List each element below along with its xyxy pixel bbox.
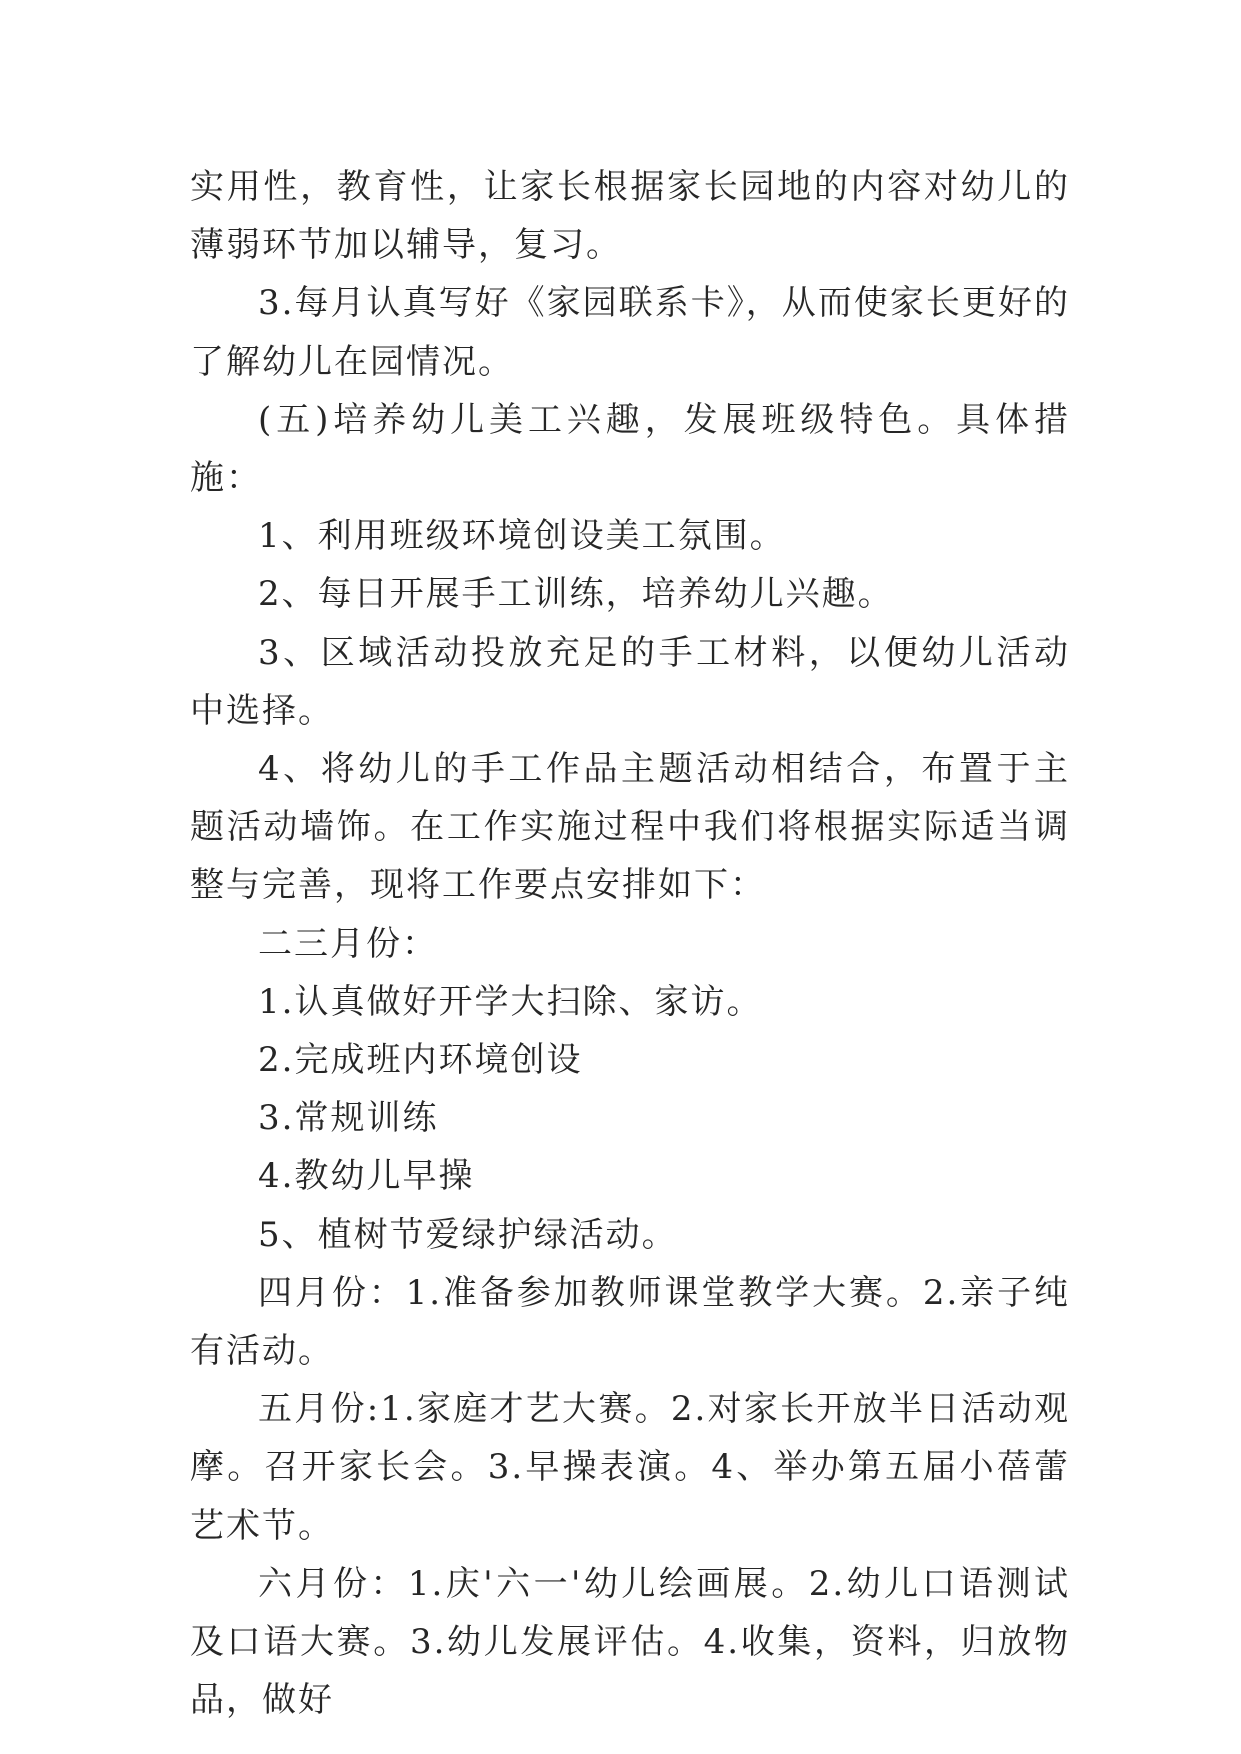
month-plan-may: 五月份:1.家庭才艺大赛。2.对家长开放半日活动观摩。召开家长会。3.早操表演。4、举办第五届小蓓蕾艺术节。: [190, 1389, 1070, 1546]
month-plan-april: 四月份：1.准备参加教师课堂教学大赛。2.亲子纯有活动。: [190, 1272, 1070, 1372]
month-plan-june: 六月份：1.庆'六一'幼儿绘画展。2.幼儿口语测试及口语大赛。3.幼儿发展评估。4.收集，资料，归放物品，做好: [190, 1563, 1070, 1721]
document-body: [190, 158, 1070, 1729]
plan-item-4: 4.教幼儿早操: [258, 1156, 475, 1197]
measure-item-3: 3、区域活动投放充足的手工材料，以便幼儿活动中选择。: [190, 632, 1070, 731]
section-heading-5: (五)培养幼儿美工兴趣，发展班级特色。具体措施：: [190, 399, 1070, 499]
month-heading-feb-mar: 二三月份：: [258, 923, 438, 964]
measure-item-1: 1、利用班级环境创设美工氛围。: [258, 516, 786, 557]
measure-item-2: 2、每日开展手工训练，培养幼儿兴趣。: [258, 574, 894, 615]
plan-item-1: 1.认真做好开学大扫除、家访。: [258, 981, 763, 1022]
plan-item-2: 2.完成班内环境创设: [258, 1040, 583, 1081]
plan-item-5: 5、植树节爱绿护绿活动。: [258, 1214, 678, 1255]
measure-item-4: 4、将幼儿的手工作品主题活动相结合，布置于主题活动墙饰。在工作实施过程中我们将根据实际适当调整与完善，现将工作要点安排如下：: [190, 749, 1070, 906]
paragraph-continuation: 实用性，教育性，让家长根据家长园地的内容对幼儿的薄弱环节加以辅导，复习。: [190, 167, 1070, 266]
plan-item-3: 3.常规训练: [258, 1098, 439, 1139]
paragraph-item-3: 3.每月认真写好《家园联系卡》，从而使家长更好的了解幼儿在园情况。: [190, 283, 1070, 382]
